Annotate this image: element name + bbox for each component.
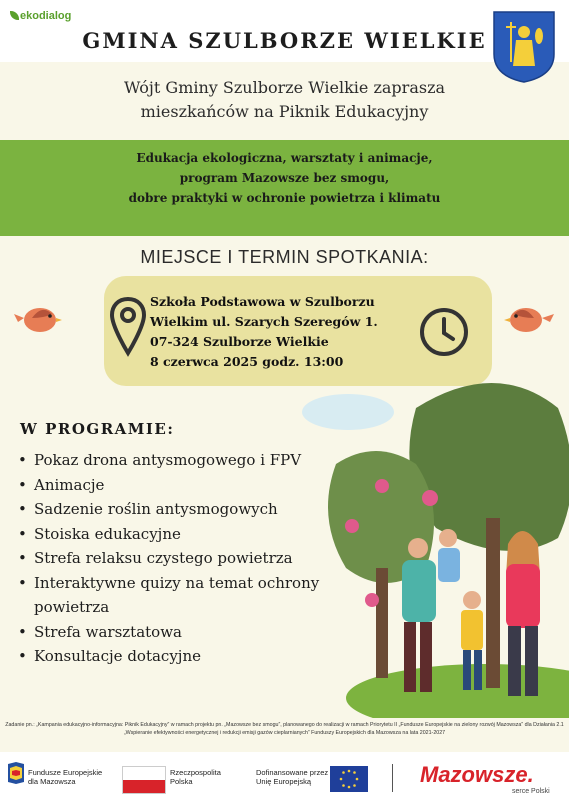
eu-line: Dofinansowane przez — [256, 768, 329, 777]
venue-details — [150, 292, 420, 372]
topics-line: dobre praktyki w ochronie powietrza i klimatu — [128, 191, 441, 205]
polish-flag-icon — [122, 766, 166, 794]
topics-line: program Mazowsze bez smogu, — [179, 171, 390, 185]
venue-line: Wielkim ul. Szarych Szeregów 1. — [150, 314, 378, 329]
list-item: • Animacje — [18, 473, 328, 498]
intro-text — [40, 76, 529, 124]
eu-flag-icon — [330, 766, 368, 792]
venue-date: 8 czerwca 2025 godz. 13:00 — [150, 354, 344, 369]
mazowsze-logo: Mazowsze. — [420, 762, 534, 787]
rp-line: Polska — [170, 777, 193, 786]
list-item: • Strefa warsztatowa — [18, 620, 328, 645]
fe-line: Fundusze Europejskie — [28, 768, 103, 777]
topics-line: Edukacja ekologiczna, warsztaty i animacje, — [136, 151, 433, 165]
list-item: • Strefa relaksu czystego powietrza — [18, 546, 328, 571]
divider — [392, 764, 393, 792]
bird-icon — [500, 296, 556, 336]
venue-heading: MIEJSCE I TERMIN SPOTKANIA: — [140, 247, 429, 267]
page-title: GMINA SZULBORZE WIELKIE — [82, 28, 487, 53]
list-item: • Stoiska edukacyjne — [18, 522, 328, 547]
program-heading: W PROGRAMIE: — [20, 420, 175, 438]
family-trees-illustration — [296, 368, 569, 718]
eu-label — [256, 768, 328, 786]
list-item: • Pokaz drona antysmogowego i FPV — [18, 448, 328, 473]
bird-icon — [12, 296, 64, 336]
venue-line: 07-324 Szulborze Wielkie — [150, 334, 329, 349]
coat-of-arms-icon — [492, 10, 556, 84]
ekodialog-logo — [10, 10, 71, 22]
map-pin-icon — [108, 295, 148, 359]
fe-logo-icon — [6, 760, 26, 786]
clock-icon — [418, 306, 470, 358]
venue-line: Szkoła Podstawowa w Szulborzu — [150, 294, 375, 309]
topics-text — [40, 148, 529, 208]
rp-line: Rzeczpospolita — [170, 768, 221, 777]
list-item: • Interaktywne quizy na temat ochrony powietrza — [18, 571, 328, 620]
logo-text: ekodialog — [20, 10, 72, 22]
rp-label — [170, 768, 221, 786]
leaf-icon — [10, 11, 19, 20]
eu-line: Unię Europejską — [256, 777, 312, 786]
program-list — [18, 448, 328, 669]
fe-label — [28, 768, 102, 786]
list-item: • Konsultacje dotacyjne — [18, 644, 328, 669]
list-item: • Sadzenie roślin antysmogowych — [18, 497, 328, 522]
intro-line: Wójt Gminy Szulborze Wielkie zaprasza — [123, 78, 446, 97]
fe-line: dla Mazowsza — [28, 777, 76, 786]
intro-line: mieszkańców na Piknik Edukacyjny — [140, 102, 429, 121]
funding-note: Zadanie pn.: „Kampania edukacyjno-informacyjna: Piknik Edukacyjny” w ramach projektu pn. „Mazowsze bez smogu”, planowanego do realizacji w ramach Priorytetu II „Fundusze Europejskie na zielony rozwój Mazowsza” dla Działania 2.1 „Wspieranie efektywności energetycznej i redukcji emisji gazów cieplarnianych” Funduszy Europejskich dla Mazowsza na lata 2021-2027 — [5, 722, 564, 736]
mazowsze-tagline: serce Polski — [512, 788, 550, 795]
footer-logos — [0, 752, 569, 802]
